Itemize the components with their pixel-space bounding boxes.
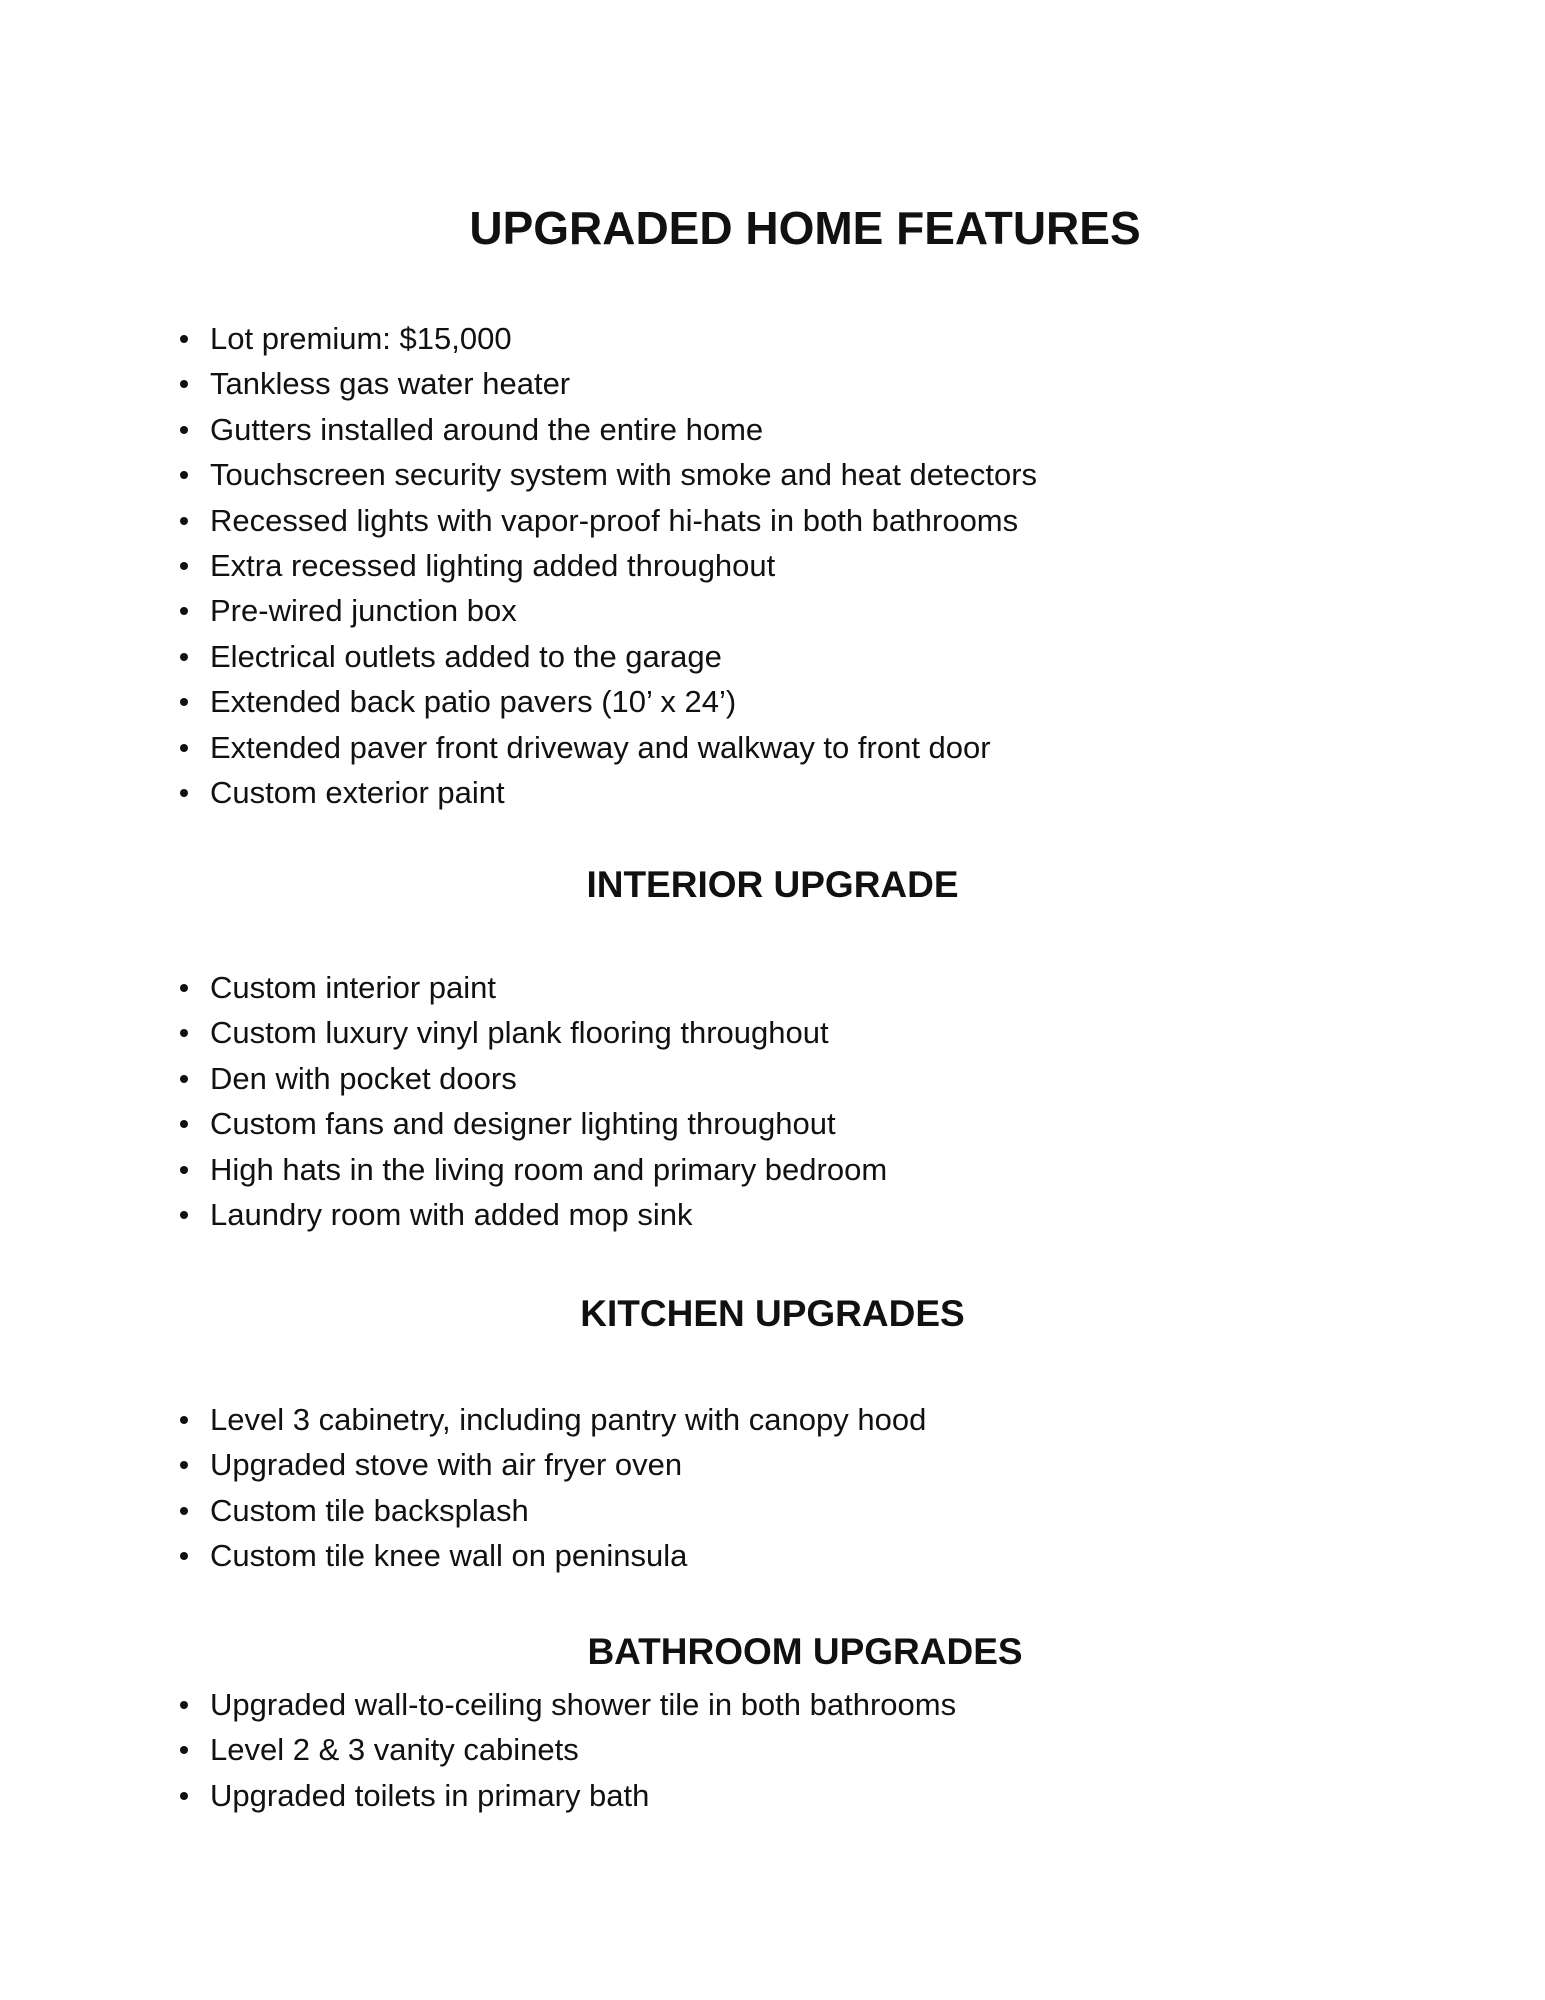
- list-item-text: Touchscreen security system with smoke and heat detectors: [210, 457, 1038, 493]
- bullet-icon: [180, 426, 188, 434]
- bullet-icon: [180, 1211, 188, 1219]
- bullet-icon: [180, 1701, 188, 1709]
- bullet-icon: [180, 1461, 188, 1469]
- list-item: [0, 1682, 956, 1727]
- list-item-text: Custom tile backsplash: [210, 1492, 529, 1528]
- list-item: [0, 770, 1037, 815]
- bathroom-list: [0, 1682, 956, 1818]
- bullet-icon: [180, 517, 188, 525]
- list-item: [0, 361, 1037, 406]
- kitchen-list: [0, 1397, 926, 1579]
- list-item-text: Upgraded toilets in primary bath: [210, 1777, 650, 1813]
- bullet-icon: [180, 380, 188, 388]
- list-item: [0, 407, 1037, 452]
- list-item-text: Lot premium: $15,000: [210, 321, 512, 356]
- bullet-icon: [180, 1416, 188, 1424]
- list-item-text: Upgraded stove with air fryer oven: [210, 1447, 683, 1483]
- interior-heading: INTERIOR UPGRADE: [586, 864, 959, 905]
- list-item-text: Den with pocket doors: [210, 1060, 517, 1096]
- list-item-text: Extended paver front driveway and walkway to front door: [210, 729, 991, 765]
- bullet-icon: [180, 1552, 188, 1560]
- list-item-text: Custom fans and designer lighting throughout: [210, 1106, 836, 1142]
- list-item-text: Custom luxury vinyl plank flooring throughout: [210, 1015, 829, 1051]
- interior-list: [0, 965, 887, 1237]
- list-item: [0, 679, 1037, 724]
- bullet-icon: [180, 698, 188, 706]
- list-item: [0, 1727, 956, 1772]
- list-item: [0, 965, 887, 1010]
- bullet-icon: [180, 1507, 188, 1515]
- list-item-text: Level 2 & 3 vanity cabinets: [210, 1732, 579, 1768]
- list-item-text: Custom interior paint: [210, 970, 497, 1005]
- list-item: [0, 1773, 956, 1818]
- list-item-text: Gutters installed around the entire home: [210, 411, 764, 447]
- list-item-text: High hats in the living room and primary bedroom: [210, 1151, 888, 1187]
- bullet-icon: [180, 562, 188, 570]
- bathroom-heading: BATHROOM UPGRADES: [587, 1631, 1023, 1672]
- bullet-icon: [180, 1746, 188, 1754]
- list-item: [0, 498, 1037, 543]
- bullet-icon: [180, 1075, 188, 1083]
- list-item: [0, 634, 1037, 679]
- list-item-text: Level 3 cabinetry, including pantry with canopy hood: [210, 1402, 927, 1437]
- bullet-icon: [180, 789, 188, 797]
- bullet-icon: [180, 1120, 188, 1128]
- list-item-text: Laundry room with added mop sink: [210, 1196, 693, 1232]
- list-item: [0, 1533, 926, 1578]
- list-item-text: Electrical outlets added to the garage: [210, 638, 722, 674]
- page-title: UPGRADED HOME FEATURES: [469, 202, 1141, 254]
- list-item: [0, 1397, 926, 1442]
- features-list: [0, 316, 1037, 815]
- bullet-icon: [180, 607, 188, 615]
- list-item: [0, 452, 1037, 497]
- list-item: [0, 1192, 887, 1237]
- list-item: [0, 725, 1037, 770]
- list-item-text: Pre-wired junction box: [210, 593, 517, 629]
- list-item: [0, 1488, 926, 1533]
- list-item-text: Extended back patio pavers (10’ x 24’): [210, 684, 737, 720]
- list-item: [0, 316, 1037, 361]
- list-item: [0, 543, 1037, 588]
- list-item: [0, 1056, 887, 1101]
- list-item: [0, 1010, 887, 1055]
- list-item-text: Upgraded wall-to-ceiling shower tile in both bathrooms: [210, 1687, 957, 1722]
- bullet-icon: [180, 1166, 188, 1174]
- bullet-icon: [180, 471, 188, 479]
- bullet-icon: [180, 653, 188, 661]
- list-item: [0, 1442, 926, 1487]
- bullet-icon: [180, 335, 188, 343]
- list-item: [0, 588, 1037, 633]
- bullet-icon: [180, 1792, 188, 1800]
- list-item-text: Extra recessed lighting added throughout: [210, 547, 776, 583]
- list-item: [0, 1147, 887, 1192]
- list-item-text: Recessed lights with vapor-proof hi-hats in both bathrooms: [210, 502, 1019, 538]
- bullet-icon: [180, 1029, 188, 1037]
- list-item-text: Custom tile knee wall on peninsula: [210, 1538, 688, 1574]
- kitchen-heading: KITCHEN UPGRADES: [580, 1293, 965, 1334]
- list-item-text: Custom exterior paint: [210, 774, 505, 810]
- bullet-icon: [180, 984, 188, 992]
- list-item-text: Tankless gas water heater: [210, 366, 571, 402]
- list-item: [0, 1101, 887, 1146]
- bullet-icon: [180, 744, 188, 752]
